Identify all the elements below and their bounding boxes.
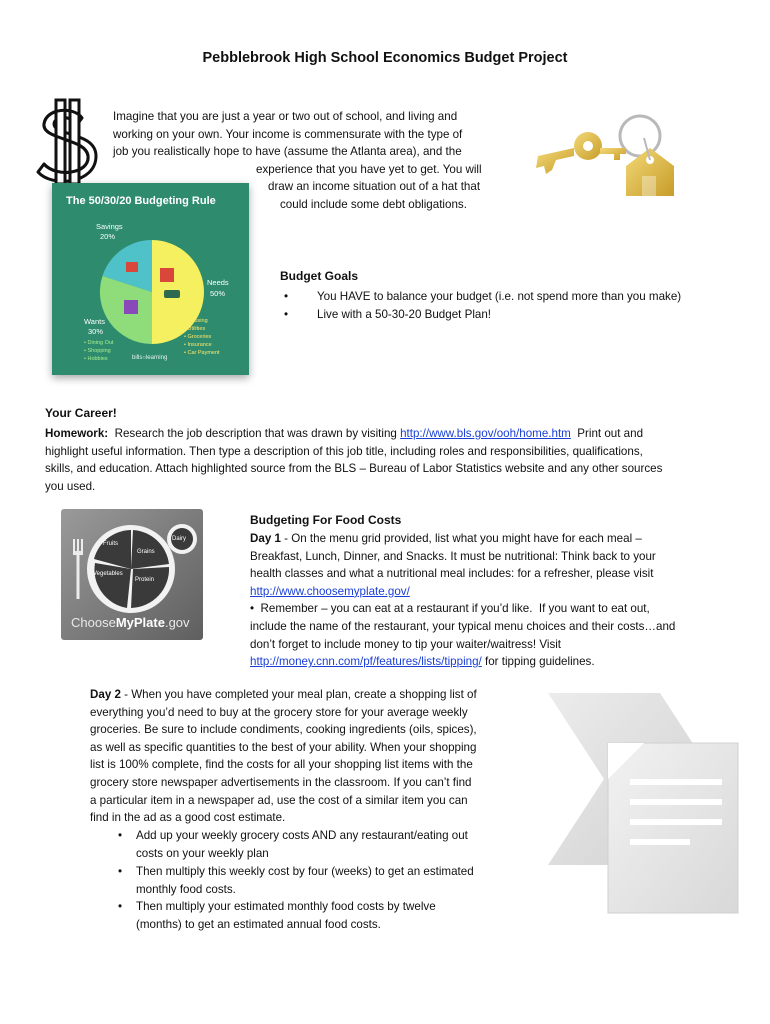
wants-item: • Hobbies <box>84 356 108 362</box>
wants-item: • Shopping <box>84 348 111 354</box>
myplate-brand: ChooseMyPlate.gov <box>71 615 190 630</box>
tipping-link[interactable]: http://money.cnn.com/pf/features/lists/tipping/ <box>250 655 482 669</box>
needs-item: • Utilities <box>184 326 206 332</box>
wants-items-list <box>84 339 113 363</box>
day2-label: Day 2 <box>90 688 121 701</box>
fruits-label: Fruits <box>103 541 118 547</box>
document-arrow-icon <box>548 683 758 1013</box>
day2-bullet: • Then multiply your estimated monthly food costs by twelve (months) to get an estimated annual food costs. <box>118 900 436 931</box>
vegetables-label: Vegetables <box>93 571 123 577</box>
intro-line: draw an income situation out of a hat that <box>268 180 481 194</box>
budget-goals-heading: Budget Goals <box>280 269 359 283</box>
myplate-link[interactable]: http://www.choosemyplate.gov/ <box>250 584 410 598</box>
house-keys-icon <box>530 108 690 208</box>
food-heading: Budgeting For Food Costs <box>250 513 402 527</box>
page-title: Pebblebrook High School Economics Budget Project <box>202 50 568 66</box>
needs-items-list <box>184 317 220 357</box>
protein-label: Protein <box>135 577 155 583</box>
intro-line: experience that you have yet to get. You will <box>256 162 482 176</box>
day1-label: Day 1 <box>250 532 281 545</box>
house-icon <box>160 268 174 282</box>
rule-title: The 50/30/20 Budgeting Rule <box>66 195 216 207</box>
wants-item: • Dining Out <box>84 340 114 346</box>
budget-goal-item: • You HAVE to balance your budget (i.e. not spend more than you make) <box>284 290 682 303</box>
day2-bullet: • Add up your weekly grocery costs AND any restaurant/eating out costs on your weekly plan <box>118 829 468 860</box>
shopping-bag-icon <box>124 300 138 314</box>
needs-item: • Car Payment <box>184 350 220 356</box>
career-heading: Your Career! <box>45 406 117 420</box>
day2-paragraph: Day 2 - When you have completed your meal plan, create a shopping list of everything you’d need to buy at the grocery store for your average weekly groceries. Be sure to include condiments, cooking ingredients (oils, spices), as well as specific quantities to the best of your ability. When your shopping list is 100% complete, find the costs for all your shopping list items with the grocery store newspaper advertisements in the classroom. If you can’t find a particular item in a newspaper ad, use the cost of a similar item you can find in the ad as a good cost estimate. <box>90 688 477 825</box>
car-icon <box>164 290 180 298</box>
intro-line: job you realistically hope to have (assume the Atlanta area), and the <box>113 145 462 159</box>
needs-pct: 50% <box>210 289 226 298</box>
piggy-bank-icon <box>126 262 138 272</box>
intro-line: working on your own. Your income is commensurate with the type of <box>113 127 463 141</box>
brand-logo: bills○learning <box>132 355 168 361</box>
grains-label: Grains <box>137 549 155 555</box>
homework-label: Homework: <box>45 427 109 440</box>
bls-link[interactable]: http://www.bls.gov/ooh/home.htm <box>400 427 571 440</box>
needs-item: • Groceries <box>184 334 212 340</box>
food-day1: Day 1 - On the menu grid provided, list what you might have for each meal – Breakfast, Lunch, Dinner, and Snacks. It must be nutritional: Think back to your health classes and what a nutritional meal includes: for a refresher, please visit http://www.choosemyplate.gov/ • Remember – you can eat at a restaurant if you’d like. If you want to eat out, include the name of the restaurant, your typical menu choices and their costs…and don’t forget to include money to tip your waiter/waitress! Visit http://money.cnn.com/pf/features/lists/tipping/ for tipping guidelines. <box>250 532 676 669</box>
budget-goal-item: • Live with a 50-30-20 Budget Plan! <box>284 308 492 321</box>
wants-label: Wants <box>84 317 105 326</box>
myplate-graphic <box>61 509 203 640</box>
career-homework: Homework: Research the job description that was drawn by visiting http://www.bls.gov/ooh/home.htm Print out and highlight useful information. Then type a description of this job title, including roles and responsibilities, qualifications, skills, and education. Attach highlighted source from the BLS – Bureau of Labor Statistics website and any other sources you used. <box>45 427 663 493</box>
budgeting-rule-graphic <box>52 183 249 375</box>
savings-pct: 20% <box>100 232 116 241</box>
needs-item: • Housing <box>184 318 208 324</box>
needs-item: • Insurance <box>184 342 212 348</box>
intro-line: Imagine that you are just a year or two out of school, and living and <box>113 110 458 123</box>
dairy-label: Dairy <box>172 536 187 542</box>
day2-bullet: • Then multiply this weekly cost by four (weeks) to get an estimated monthly food costs. <box>118 865 474 896</box>
intro-line: could include some debt obligations. <box>280 198 467 211</box>
savings-label: Savings <box>96 222 123 231</box>
fork-icon <box>73 539 83 599</box>
wants-pct: 30% <box>88 327 104 336</box>
needs-label: Needs <box>207 278 229 287</box>
